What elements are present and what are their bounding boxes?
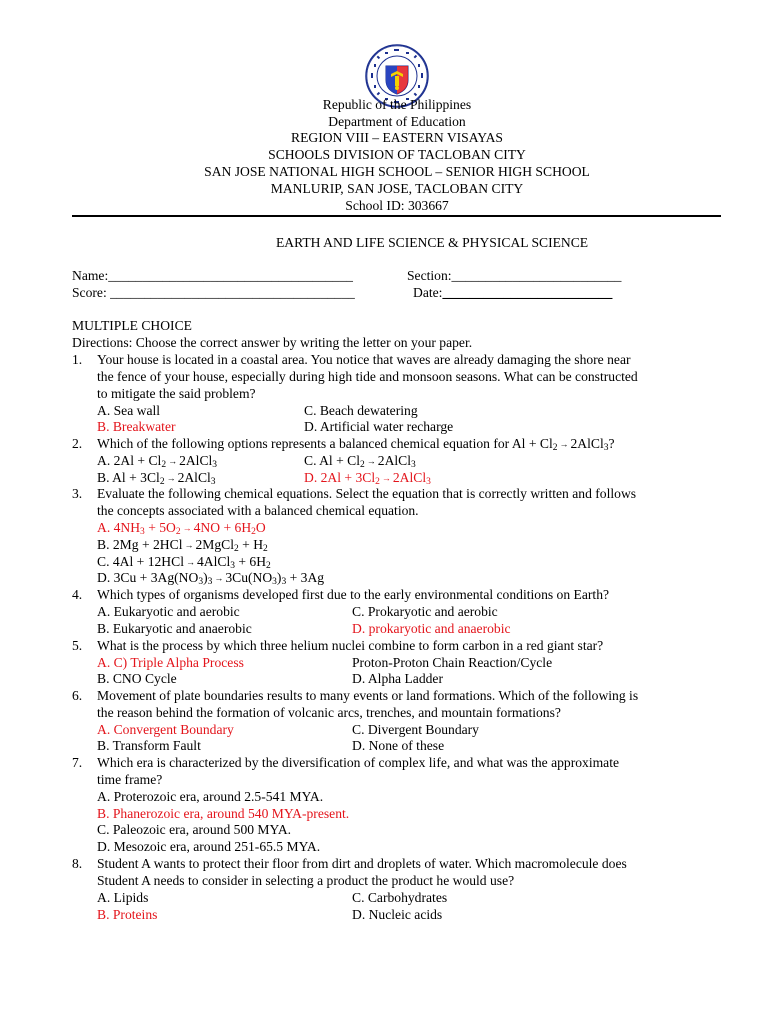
option-b: B. CNO Cycle [97, 671, 177, 686]
option-a: A. Eukaryotic and aerobic [97, 604, 240, 619]
date-field[interactable] [413, 285, 612, 302]
question-number: 5. [72, 638, 83, 653]
section-title: MULTIPLE CHOICE [72, 318, 192, 333]
section-field[interactable]: Section:_________________________ [407, 268, 622, 283]
option-b-answer: B. Proteins [97, 907, 158, 922]
option-b: B. Eukaryotic and anaerobic [97, 621, 252, 636]
question-text: the fence of your house, especially during high tide and monsoon seasons. What can be constructed [97, 369, 638, 384]
question-text: Movement of plate boundaries results to many events or land formations. Which of the following is [97, 688, 639, 703]
name-field[interactable]: Name:____________________________________ [72, 268, 353, 283]
option-a-answer: A. C) Triple Alpha Process [97, 655, 244, 670]
option-a: A. Proterozoic era, around 2.5-541 MYA. [97, 789, 324, 804]
question-number: 3. [72, 486, 83, 501]
question-text: Student A needs to consider in selecting a product the product he would use? [97, 873, 515, 888]
header-address: MANLURIP, SAN JOSE, TACLOBAN CITY [270, 181, 524, 196]
option-b-answer: B. Phanerozoic era, around 540 MYA-present. [97, 806, 350, 821]
option-b-answer: B. Breakwater [97, 419, 176, 434]
header-department: Department of Education [328, 114, 466, 129]
question-text: to mitigate the said problem? [97, 386, 256, 401]
question-number: 4. [72, 587, 83, 602]
directions: Directions: Choose the correct answer by writing the letter on your paper. [72, 335, 473, 350]
question-text: Which of the following options represents a balanced chemical equation for $Al + Cl_2$ → 2AlCl$_3$? [97, 436, 615, 453]
question-text: Which era is characterized by the diversification of complex life, and what was the approximate [97, 755, 620, 770]
question-text: Your house is located in a coastal area. You notice that waves are already damaging the shore near [97, 352, 631, 367]
question-text: time frame? [97, 772, 163, 787]
option-d: D. Artificial water recharge [304, 419, 454, 434]
question-number: 7. [72, 755, 83, 770]
option-b: B. $Al + 3Cl_2$ → 2AlCl$_3$ [97, 470, 216, 487]
option-d: D. Nucleic acids [352, 907, 443, 922]
option-d: D. Alpha Ladder [352, 671, 443, 686]
question-number: 2. [72, 436, 83, 451]
question-text: the reason behind the formation of volcanic arcs, trenches, and mountain formations? [97, 705, 561, 720]
option-b: B. Transform Fault [97, 738, 201, 753]
option-d-answer: D. $2Al + 3Cl_2$ → 2AlCl$_3$ [304, 470, 431, 487]
option-b: B. 2Mg + 2HCl → 2MgCl$_2$ + $H_2$ [97, 537, 268, 554]
question-number: 1. [72, 352, 83, 367]
option-d: D. Mesozoic era, around 251-65.5 MYA. [97, 839, 321, 854]
option-c: C. Prokaryotic and aerobic [352, 604, 498, 619]
subject-title: EARTH AND LIFE SCIENCE & PHYSICAL SCIENCE [276, 235, 589, 250]
option-c: C. Divergent Boundary [352, 722, 479, 737]
header-school: SAN JOSE NATIONAL HIGH SCHOOL – SENIOR HIGH SCHOOL [204, 164, 590, 179]
question-number: 6. [72, 688, 83, 703]
option-c: C. Beach dewatering [304, 403, 418, 418]
header-republic: Republic of the Philippines [322, 97, 472, 112]
option-a-answer: A. Convergent Boundary [97, 722, 234, 737]
option-d: D. None of these [352, 738, 445, 753]
header-region: REGION VIII – EASTERN VISAYAS [291, 130, 503, 145]
date-label: Date: [413, 285, 443, 300]
option-c: C. Carbohydrates [352, 890, 448, 905]
option-a: A. Sea wall [97, 403, 161, 418]
header-division: SCHOOLS DIVISION OF TACLOBAN CITY [268, 147, 526, 162]
question-text: Evaluate the following chemical equations. Select the equation that is correctly written and follows [97, 486, 637, 501]
option-c: C. $Al + Cl_2$ → 2AlCl$_3$ [304, 453, 416, 470]
option-a: A. Lipids [97, 890, 149, 905]
date-line: _________________________ [442, 285, 613, 300]
option-a: A. $2Al + Cl_2$ → 2AlCl$_3$ [97, 453, 218, 470]
option-c: Proton-Proton Chain Reaction/Cycle [352, 655, 553, 670]
question-number: 8. [72, 856, 83, 871]
header-school-id: School ID: 303667 [345, 198, 449, 213]
score-field[interactable]: Score: ____________________________________ [72, 285, 355, 300]
question-text: Which types of organisms developed first due to the early environmental conditions on Earth? [97, 587, 610, 602]
option-c: C. Paleozoic era, around 500 MYA. [97, 822, 292, 837]
option-c: C. 4Al + 12HCl → 4AlCl$_3$ + $6H_2$ [97, 554, 271, 571]
question-text: the concepts associated with a balanced chemical equation. [97, 503, 419, 518]
option-a-answer: A. $4NH_3 + 5O_2 \to 4NO + 6H_2O$ [97, 520, 266, 537]
option-d: D. $3Cu + 3Ag(NO_3)_3 \to 3Cu(NO_3)_3 + 3Ag$ [97, 570, 325, 587]
question-text: What is the process by which three helium nuclei combine to form carbon in a red giant star? [97, 638, 604, 653]
option-d-answer: D. prokaryotic and anaerobic [352, 621, 511, 636]
question-text: Student A wants to protect their floor from dirt and droplets of water. Which macromolecule does [97, 856, 627, 871]
header-divider [72, 215, 721, 217]
